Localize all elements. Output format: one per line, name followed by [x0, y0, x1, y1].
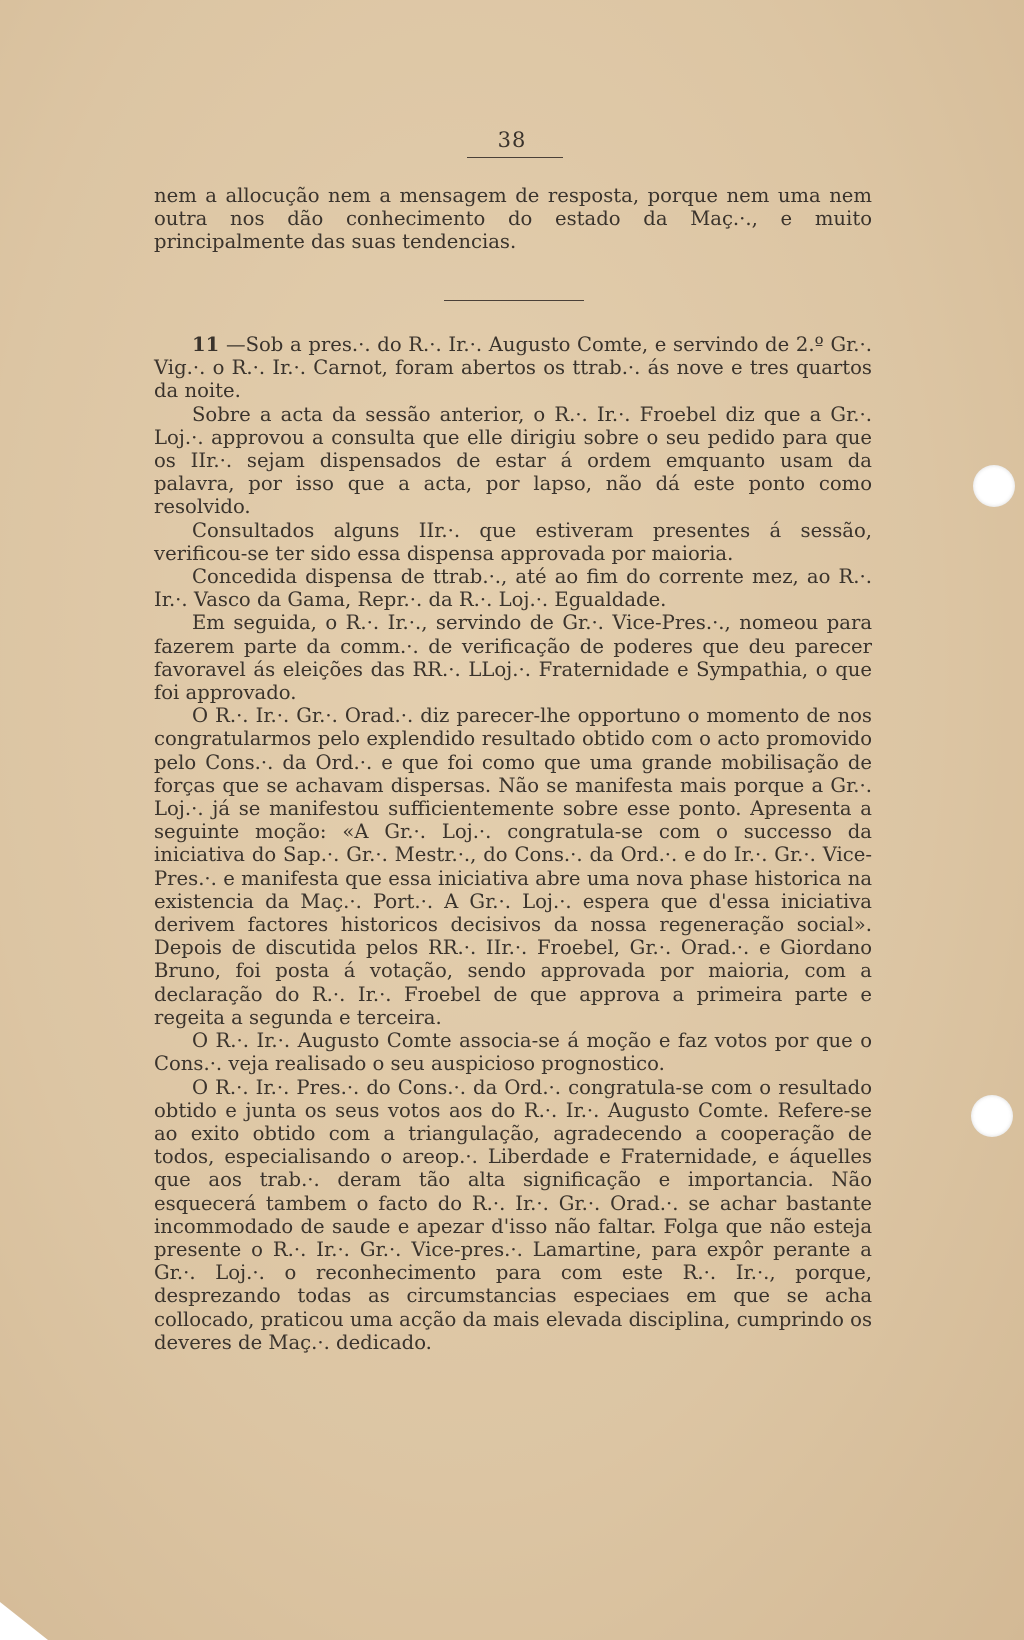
section-number: 11 [192, 333, 220, 356]
intro-paragraph: nem a allocução nem a mensagem de resposta, porque nem uma nem outra nos dão conhecimento do estado da Maç.·., e muito principalmente das suas tendencias. [154, 184, 872, 254]
punch-hole [971, 1095, 1013, 1137]
punch-hole [973, 465, 1015, 507]
paragraph-opening [154, 333, 872, 403]
paragraph: Sobre a acta da sessão anterior, o R.·. Ir.·. Froebel diz que a Gr.·. Loj.·. approvou a consulta que elle dirigiu sobre o seu pedido para que os IIr.·. sejam dispensados de estar á ordem emquanto usam da palavra, por isso que a acta, por lapso, não dá este ponto como resolvido. [154, 402, 872, 519]
paragraph: O R.·. Ir.·. Pres.·. do Cons.·. da Ord.·. congratula-se com o resultado obtido e junta os seus votos aos do R.·. Ir.·. Augusto Comte. Refere-se ao exito obtido com a triangulação, agradecendo a cooperação de todos, especialisando o areop.·. Liberdade e Fraternidade, e áquelles que aos trab.·. deram tão alta significação e importancia. Não esquecerá tambem o facto do R.·. Ir.·. Gr.·. Orad.·. se achar bastante incommodado de saude e apezar d'isso não faltar. Folga que não esteja presente o R.·. Ir.·. Gr.·. Vice-pres.·. Lamartine, para expôr perante a Gr.·. Loj.·. o reconhecimento para com este R.·. Ir.·., porque, desprezando todas as circumstancias especiaes em que se acha collocado, praticou uma acção da mais elevada disciplina, cumprindo os deveres de Maç.·. dedicado. [154, 1075, 872, 1354]
paragraph: Concedida dispensa de ttrab.·., até ao fim do corrente mez, ao R.·. Ir.·. Vasco da Gama, Repr.·. da R.·. Loj.·. Egualdade. [154, 565, 872, 612]
paragraph: Consultados alguns IIr.·. que estiveram presentes á sessão, verificou-se ter sido essa dispensa approvada por maioria. [154, 518, 872, 565]
paragraph: Em seguida, o R.·. Ir.·., servindo de Gr.·. Vice-Pres.·., nomeou para fazerem parte da comm.·. de verificação de poderes que deu parecer favoravel ás eleições das RR.·. LLoj.·. Fraternidade e Sympathia, o que foi approvado. [154, 611, 872, 705]
paragraph: O R.·. Ir.·. Augusto Comte associa-se á moção e faz votos por que o Cons.·. veja realisado o seu auspicioso prognostico. [154, 1029, 872, 1076]
torn-corner [0, 1602, 48, 1640]
minutes-text [154, 333, 872, 1354]
page-number-rule [467, 157, 563, 158]
paragraph: O R.·. Ir.·. Gr.·. Orad.·. diz parecer-lhe opportuno o momento de nos congratularmos pelo explendido resultado obtido com o acto promovido pelo Cons.·. da Ord.·. e que foi como que uma grande mobilisação de forças que se achavam dispersas. Não se manifesta mais porque a Gr.·. Loj.·. já se manifestou sufficientemente sobre esse ponto. Apresenta a seguinte moção: «A Gr.·. Loj.·. congratula-se com o successo da iniciativa do Sap.·. Gr.·. Mestr.·., do Cons.·. da Ord.·. e do Ir.·. Gr.·. Vice-Pres.·. e manifesta que essa iniciativa abre uma nova phase historica na existencia da Maç.·. Port.·. A Gr.·. Loj.·. espera que d'essa iniciativa derivem factores historicos decisivos da nossa regeneração social». Depois de discutida pelos RR.·. IIr.·. Froebel, Gr.·. Orad.·. e Giordano Bruno, foi posta á votação, sendo approvada por maioria, com a declaração do R.·. Ir.·. Froebel de que approva a primeira parte e regeita a segunda e terceira. [154, 704, 872, 1029]
section-divider [444, 300, 584, 301]
intro-text [154, 184, 872, 254]
page-number: 38 [497, 128, 527, 152]
paragraph-text: —Sob a pres.·. do R.·. Ir.·. Augusto Comte, e servindo de 2.º Gr.·. Vig.·. o R.·. Ir.·. Carnot, foram abertos os ttrab.·. ás nove e tres quartos da noite. [154, 333, 872, 403]
